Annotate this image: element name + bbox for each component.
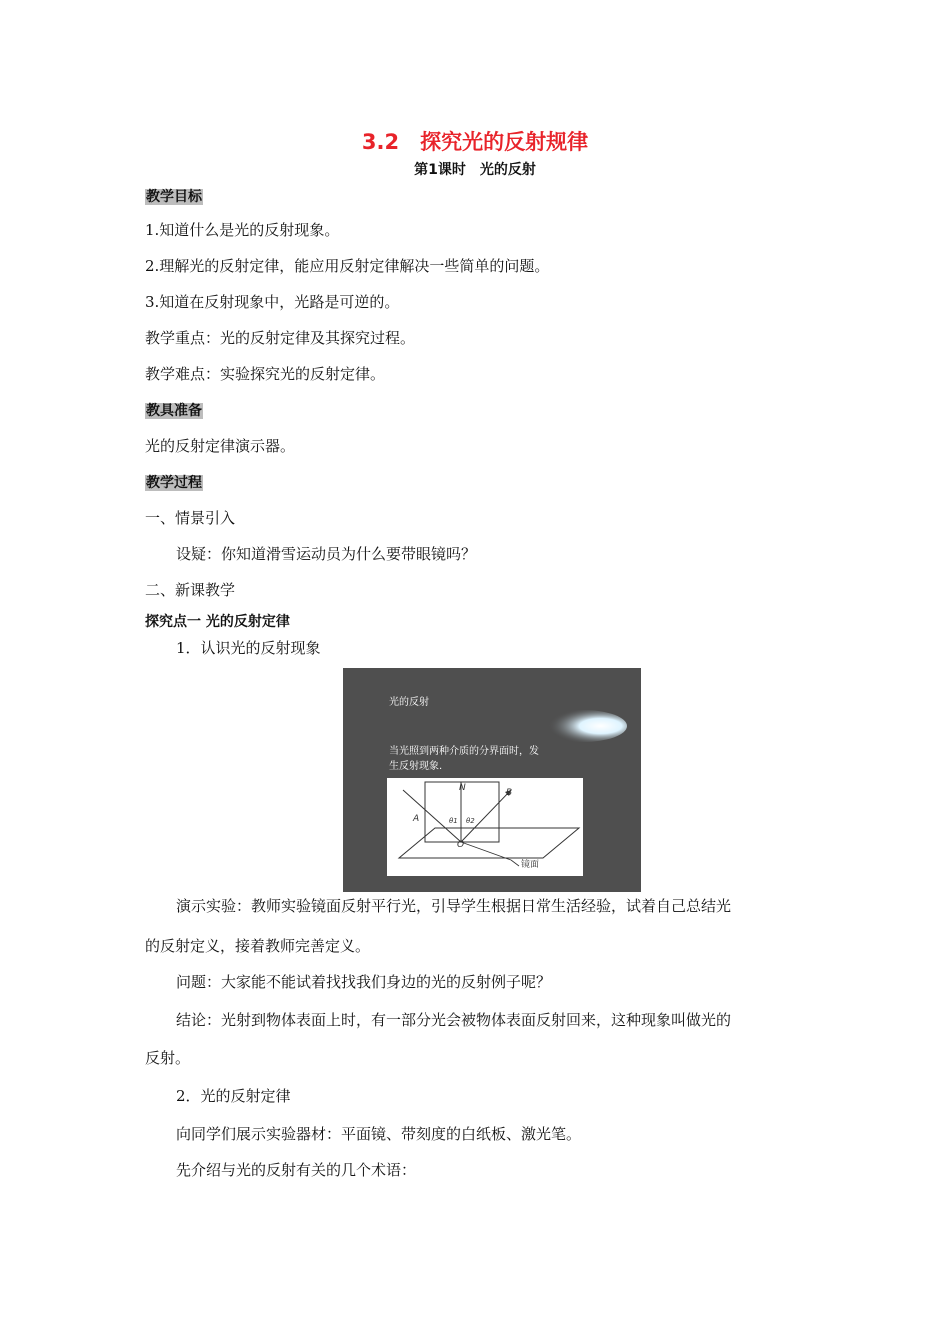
materials-text: 向同学们展示实验器材：平面镜、带刻度的白纸板、激光笔。 — [176, 1125, 582, 1143]
goal-item: 3.知道在反射现象中，光路是可逆的。 — [145, 293, 400, 311]
slide-title: 光的反射 — [389, 697, 429, 708]
light-glow-icon — [539, 710, 627, 742]
tools-heading: 教具准备 — [146, 403, 202, 419]
reflection-diagram — [343, 668, 641, 892]
label-b: B — [506, 788, 513, 798]
label-a: A — [413, 814, 420, 824]
slide-text: 当光照到两种介质的分界面时，发 — [389, 746, 539, 757]
question-text: 问题：大家能不能试着找找我们身边的光的反射例子呢？ — [176, 973, 552, 991]
difficulty: 教学难点：实验探究光的反射定律。 — [145, 365, 386, 383]
goal-item: 1.知道什么是光的反射现象。 — [145, 221, 340, 239]
tools-text: 光的反射定律演示器。 — [145, 437, 296, 455]
conclusion-line: 反射。 — [145, 1049, 191, 1067]
goal-item: 2.理解光的反射定律，能应用反射定律解决一些简单的问题。 — [145, 257, 550, 275]
intro-heading: 一、情景引入 — [145, 509, 236, 527]
label-n: N — [459, 783, 466, 793]
process-heading: 教学过程 — [146, 475, 202, 491]
goals-heading: 教学目标 — [146, 189, 202, 205]
label-mirror: 镜面 — [521, 860, 540, 870]
label-theta2: θ2 — [466, 817, 475, 825]
demo-line: 的反射定义，接着教师完善定义。 — [145, 937, 371, 955]
reflection-slide-image — [343, 668, 641, 892]
conclusion-line: 结论：光射到物体表面上时，有一部分光会被物体表面反射回来，这种现象叫做光的 — [176, 1011, 732, 1029]
item-1: 1．认识光的反射现象 — [176, 639, 321, 657]
slide-text: 生反射现象. — [389, 761, 443, 772]
label-theta1: θ1 — [449, 817, 458, 825]
demo-line: 演示实验：教师实验镜面反射平行光，引导学生根据日常生活经验，试着自己总结光 — [176, 897, 732, 915]
page-subtitle: 第1课时 光的反射 — [414, 162, 536, 178]
label-o: O — [457, 840, 465, 850]
intro-question: 设疑：你知道滑雪运动员为什么要带眼镜吗？ — [176, 545, 477, 563]
item-2: 2．光的反射定律 — [176, 1087, 291, 1105]
page-title: 3.2 探究光的反射规律 — [361, 130, 589, 154]
new-heading: 二、新课教学 — [145, 581, 236, 599]
terms-text: 先介绍与光的反射有关的几个术语： — [176, 1161, 417, 1179]
key-point: 教学重点：光的反射定律及其探究过程。 — [145, 329, 416, 347]
explore-heading: 探究点一 光的反射定律 — [145, 614, 290, 630]
